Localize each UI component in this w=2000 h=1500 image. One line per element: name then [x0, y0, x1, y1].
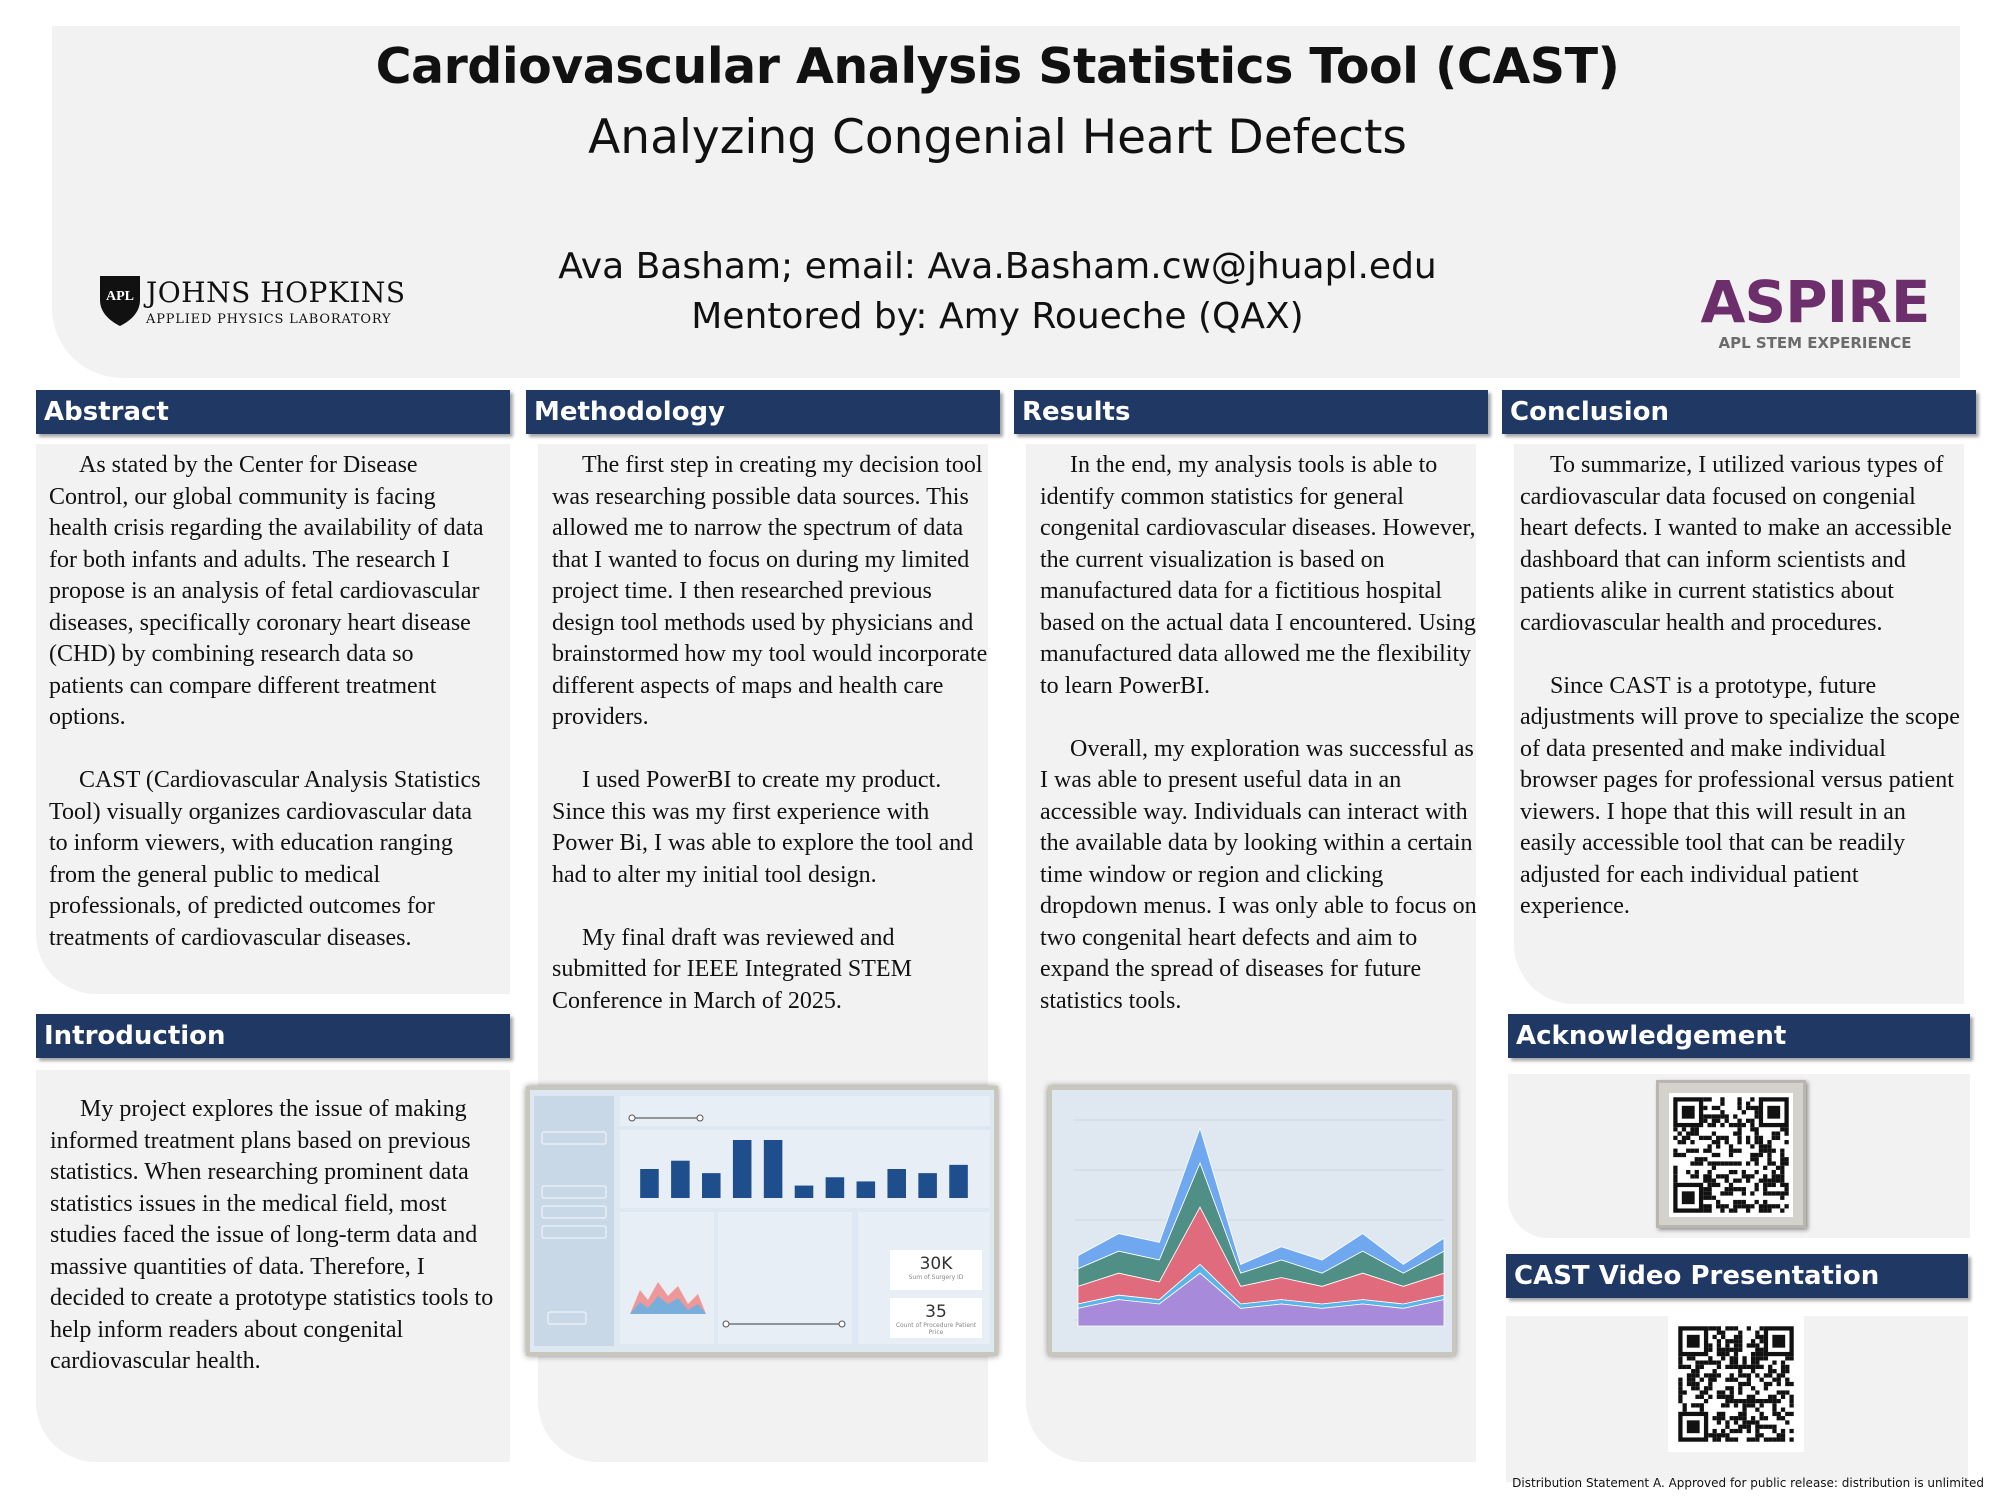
- mentor-line: Mentored by: Amy Roueche (QAX): [691, 296, 1304, 337]
- dashboard-bar: [764, 1140, 783, 1198]
- dashboard-area-mini: [620, 1212, 714, 1344]
- section-heading-video: CAST Video Presentation: [1506, 1254, 1968, 1298]
- apl-logo-mark: APL: [106, 289, 134, 304]
- aspire-logo-sub: APL STEM EXPERIENCE: [1718, 334, 1912, 352]
- apl-shield-icon: [98, 274, 142, 328]
- dashboard-bar: [795, 1186, 814, 1198]
- section-heading-acknowledgement: Acknowledgement: [1508, 1014, 1970, 1058]
- section-heading-introduction: Introduction: [36, 1014, 510, 1058]
- conclusion-text: [1520, 450, 1960, 923]
- methodology-paragraph: I used PowerBI to create my product. Since this was my first experience with Power Bi, I was able to explore the tool and had to alter my initial tool design.: [552, 767, 974, 888]
- section-heading-abstract: Abstract: [36, 390, 510, 434]
- dashboard-bar: [918, 1173, 937, 1198]
- kpi-label: Sum of Surgery ID: [908, 1274, 964, 1281]
- poster-title: Cardiovascular Analysis Statistics Tool (CAST): [375, 38, 1620, 95]
- dashboard-bar: [733, 1140, 752, 1198]
- acknowledgement-qr-frame[interactable]: [1656, 1080, 1806, 1228]
- dashboard-bar: [702, 1173, 721, 1198]
- dashboard-bar: [857, 1181, 876, 1198]
- area-chart-screenshot: [1048, 1086, 1456, 1356]
- video-qr-frame[interactable]: [1668, 1316, 1804, 1452]
- section-heading-methodology: Methodology: [526, 390, 1000, 434]
- kpi-label: Count of Procedure Patient Price: [895, 1322, 977, 1336]
- dashboard-screenshot: [526, 1086, 998, 1356]
- dashboard-bar: [949, 1165, 968, 1198]
- abstract-text: [49, 450, 489, 954]
- dashboard-sidebar: [534, 1096, 614, 1346]
- qr-code-icon[interactable]: [1674, 1322, 1798, 1446]
- qr-code-icon[interactable]: [1669, 1093, 1793, 1217]
- dashboard-bar: [671, 1161, 690, 1198]
- abstract-paragraph: CAST (Cardiovascular Analysis Statistics Tool) visually organizes cardiovascular data to inform viewers, with education ranging from the general public to medical professionals, of predicted outcomes for treatments of cardiovascular diseases.: [49, 767, 481, 951]
- results-paragraph: In the end, my analysis tools is able to identify common statistics for general congenital cardiovascular diseases. However, the current visualization is based on manufactured data for a fictitious hospital based on the actual data I encountered. Using manufactured data allowed me the flexibility to learn PowerBI.: [1040, 452, 1476, 699]
- results-paragraph: Overall, my exploration was successful as I was able to present useful data in an accessible way. Individuals can interact with the available data by looking within a certain time window or region and clicking dropdown menus. I was only able to focus on two congenital heart defects and aim to expand the spread of diseases for future statistics tools.: [1040, 735, 1477, 1014]
- section-heading-conclusion: Conclusion: [1502, 390, 1976, 434]
- poster-subtitle: Analyzing Congenial Heart Defects: [588, 110, 1407, 165]
- kpi-card-procedure: [890, 1298, 982, 1338]
- dashboard-bar: [887, 1169, 906, 1198]
- methodology-text: [552, 450, 990, 1017]
- results-text: [1040, 450, 1480, 1017]
- section-heading-results: Results: [1014, 390, 1488, 434]
- author-line: Ava Basham; email: Ava.Basham.cw@jhuapl.edu: [558, 246, 1437, 287]
- conclusion-paragraph: To summarize, I utilized various types of cardiovascular data focused on congenial heart defects. I wanted to make an accessible dashboard that can inform scientists and patients alike in current statistics about cardiovascular health and procedures.: [1520, 452, 1952, 636]
- dashboard-bar: [640, 1169, 659, 1198]
- conclusion-paragraph: Since CAST is a prototype, future adjustments will prove to specialize the scope of data presented and make individual browser pages for professional versus patient viewers. I hope that this will result in an easily accessible tool that can be readily adjusted for each individual patient experience.: [1520, 672, 1960, 919]
- introduction-paragraph: My project explores the issue of making informed treatment plans based on previous statistics. When researching prominent data statistics issues in the medical field, most studies faced the issue of long-term data and massive quantities of data. Therefore, I decided to create a prototype statistics tools to help inform readers about congenital cardiovascular health.: [50, 1096, 494, 1374]
- area-chart-image: [1052, 1090, 1452, 1352]
- kpi-value: 35: [925, 1302, 947, 1322]
- dashboard-bar: [826, 1177, 845, 1198]
- aspire-logo-name: ASPIRE: [1700, 268, 1930, 336]
- methodology-paragraph: The first step in creating my decision tool was researching possible data sources. This allowed me to narrow the spectrum of data that I wanted to focus on during my limited project time. I then researched previous design tool methods used by physicians and brainstormed how my tool would incorporate different aspects of maps and health care providers.: [552, 452, 988, 730]
- distribution-statement: Distribution Statement A. Approved for public release: distribution is unlimited: [1512, 1476, 1984, 1490]
- abstract-paragraph: As stated by the Center for Disease Control, our global community is facing health crisis regarding the availability of data for both infants and adults. The research I propose is an analysis of fetal cardiovascular diseases, specifically coronary heart disease (CHD) by combining research data so patients can compare different treatment options.: [49, 452, 484, 730]
- jhu-logo-sub: APPLIED PHYSICS LABORATORY: [146, 312, 392, 327]
- kpi-card-surgery: [890, 1250, 982, 1290]
- kpi-value: 30K: [919, 1254, 953, 1274]
- introduction-text: [50, 1094, 498, 1378]
- jhu-logo-name: JOHNS HOPKINS: [146, 276, 406, 309]
- methodology-paragraph: My final draft was reviewed and submitted for IEEE Integrated STEM Conference in March of 2025.: [552, 924, 912, 1014]
- dashboard-slicer-row: [620, 1096, 990, 1126]
